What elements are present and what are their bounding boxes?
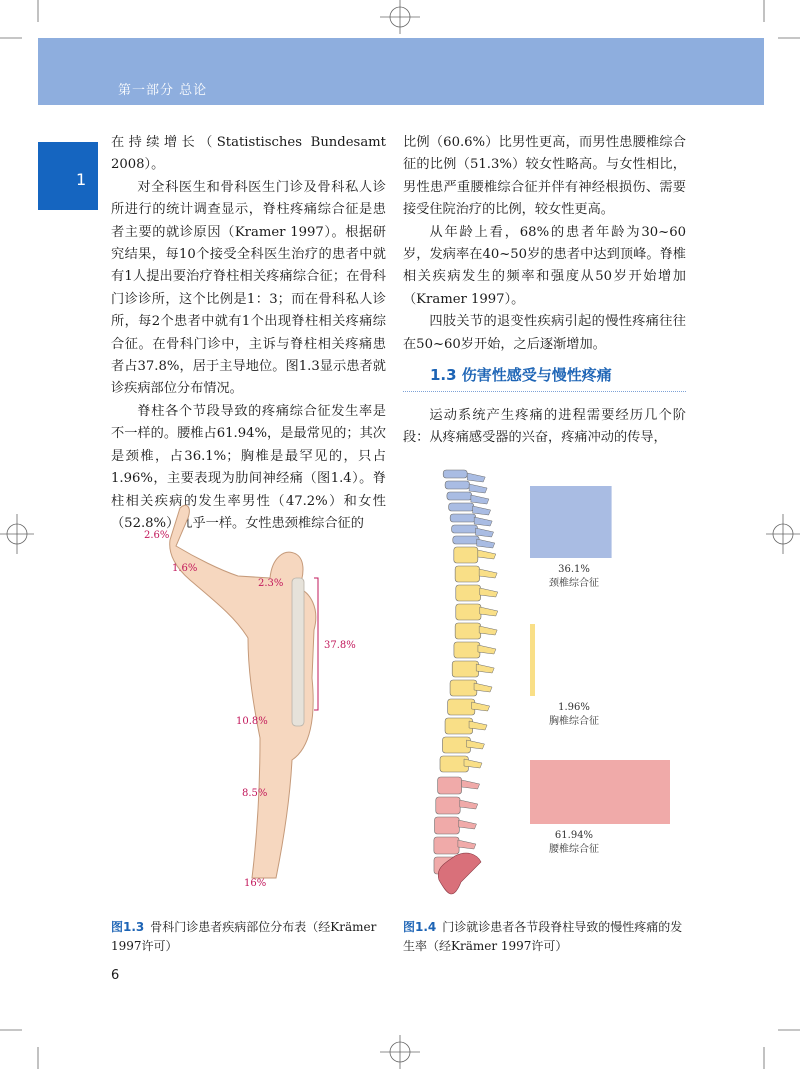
thoracic-vertebra xyxy=(455,623,481,639)
bar-chart xyxy=(530,486,670,855)
chapter-number: 1 xyxy=(76,170,87,189)
figure-1-4 xyxy=(403,462,693,902)
paragraph: 比例（60.6%）比男性更高，而男性患腰椎综合征的比例（51.3%）较女性略高。与女性相比，男性患严重腰椎综合征并伴有神经根损伤、需要接受住院治疗的比例，较女性更高。 xyxy=(403,135,686,218)
spinous-process xyxy=(479,626,497,635)
bar-1 xyxy=(530,624,535,696)
thoracic-vertebra xyxy=(452,661,478,677)
cervical-vertebra xyxy=(449,503,474,511)
bar-2 xyxy=(530,760,670,824)
cervical-vertebra xyxy=(445,481,469,489)
cervical-vertebra xyxy=(452,525,478,533)
spinous-process xyxy=(467,473,485,482)
paragraph: 对全科医生和骨科医生门诊及骨科私人诊所进行的统计调查显示，脊柱疼痛综合征是患者主要的就诊原因（Kramer 1997）。根据研究结果，每10个接受全科医生治疗的患者中就有1人提出要治疗脊柱相关疼痛综合征；在骨科门诊诊所，这个比例是1：3；而在骨科私人诊所，每2个患者中就有1个出现脊柱相关疼痛综合征。在骨科门诊中，主诉与脊柱相关疼痛患者占37.8%，居于主导地位。图1.3显示患者就诊疾病部位分布情况。 xyxy=(111,179,386,397)
label-1-6: 1.6% xyxy=(172,563,198,574)
spinous-process xyxy=(473,506,491,515)
thoracic-vertebra xyxy=(448,699,475,715)
bar-category-label: 腰椎综合征 xyxy=(549,844,599,855)
lumbar-vertebra xyxy=(435,817,460,834)
lumbar-vertebra xyxy=(436,797,460,814)
spinous-process xyxy=(477,539,495,548)
thoracic-vertebra xyxy=(454,642,480,658)
paragraph: 四肢关节的退变性疾病引起的慢性疼痛往往在50~60岁开始，之后逐渐增加。 xyxy=(403,314,686,352)
right-column xyxy=(403,132,686,356)
thoracic-vertebra xyxy=(455,566,479,582)
spinous-process xyxy=(478,645,496,654)
lumbar-vertebra xyxy=(434,837,459,854)
bar-value-label: 36.1% xyxy=(558,564,590,575)
running-header: 第一部分 总论 xyxy=(118,83,208,98)
label-10-8: 10.8% xyxy=(236,716,268,727)
section-body xyxy=(403,405,686,450)
cervical-vertebra xyxy=(450,514,476,522)
spinous-process xyxy=(459,820,477,829)
paragraph: 脊柱各个节段导致的疼痛综合征发生率是不一样的。腰椎占61.94%，是最常见的；其次是颈椎，占36.1%；胸椎是最罕见的，只占1.96%，主要表现为肋间神经痛（图1.4）。脊柱相关疾病的发生率男性（47.2%）和女性（52.8%）几乎一样。女性患颈椎综合征的 xyxy=(111,403,386,531)
paragraph: 运动系统产生疼痛的进程需要经历几个阶段：从疼痛感受器的兴奋，疼痛冲动的传导， xyxy=(403,408,686,446)
label-8-5: 8.5% xyxy=(242,788,268,799)
spinous-process xyxy=(479,569,497,578)
caption-text: 骨科门诊患者疾病部位分布表（经Krämer 1997许可） xyxy=(111,920,377,953)
caption-label: 图1.4 xyxy=(403,920,437,934)
range-bracket xyxy=(314,578,318,710)
spinous-process xyxy=(476,664,494,673)
spinous-process xyxy=(471,495,489,504)
bar-category-label: 胸椎综合征 xyxy=(549,716,599,727)
paragraph: 在持续增长（Statistisches Bundesamt 2008）。 xyxy=(111,135,386,173)
cervical-vertebra xyxy=(443,470,467,478)
bar-category-label: 颈椎综合征 xyxy=(549,578,599,589)
figure-1-3-caption xyxy=(111,918,391,956)
spinous-process xyxy=(480,607,498,616)
thoracic-vertebra xyxy=(445,718,473,734)
spine-illustration xyxy=(434,470,498,894)
spinous-process xyxy=(460,800,478,809)
section-divider xyxy=(403,391,686,392)
lumbar-vertebra xyxy=(438,777,462,794)
label-16: 16% xyxy=(244,878,267,889)
thoracic-vertebra xyxy=(450,680,477,696)
label-2-6: 2.6% xyxy=(144,530,170,541)
spine-column xyxy=(292,578,304,726)
caption-label: 图1.3 xyxy=(111,920,145,934)
thoracic-vertebra xyxy=(456,585,481,601)
spinous-process xyxy=(458,840,476,849)
thoracic-vertebra xyxy=(456,604,481,620)
spinous-process xyxy=(462,780,480,789)
bar-0 xyxy=(530,486,612,558)
label-37-8: 37.8% xyxy=(324,640,356,651)
bar-value-label: 61.94% xyxy=(554,830,594,841)
cervical-vertebra xyxy=(453,536,479,544)
figure-1-3-body-diagram xyxy=(120,498,380,898)
cervical-vertebra xyxy=(447,492,472,500)
spinous-process xyxy=(478,550,496,559)
spinous-process xyxy=(480,588,498,597)
paragraph: 从年龄上看，68%的患者年龄为30~60岁，发病率在40~50岁的患者中达到顶峰。脊椎相关疾病发生的频率和强度从50岁开始增加（Kramer 1997）。 xyxy=(403,224,686,307)
left-column xyxy=(111,132,386,535)
spinous-process xyxy=(476,528,494,537)
chapter-tab xyxy=(38,142,98,210)
spinous-process xyxy=(469,484,487,493)
spinous-process xyxy=(474,517,492,526)
thoracic-vertebra xyxy=(454,547,478,563)
page-number: 6 xyxy=(111,968,120,983)
section-heading: 1.3 伤害性感受与慢性疼痛 xyxy=(430,366,612,384)
figure-1-4-caption xyxy=(403,918,686,956)
bar-value-label: 1.96% xyxy=(558,702,590,713)
caption-text: 门诊就诊患者各节段脊柱导致的慢性疼痛的发生率（经Krämer 1997许可） xyxy=(403,920,683,953)
label-2-3: 2.3% xyxy=(258,578,284,589)
